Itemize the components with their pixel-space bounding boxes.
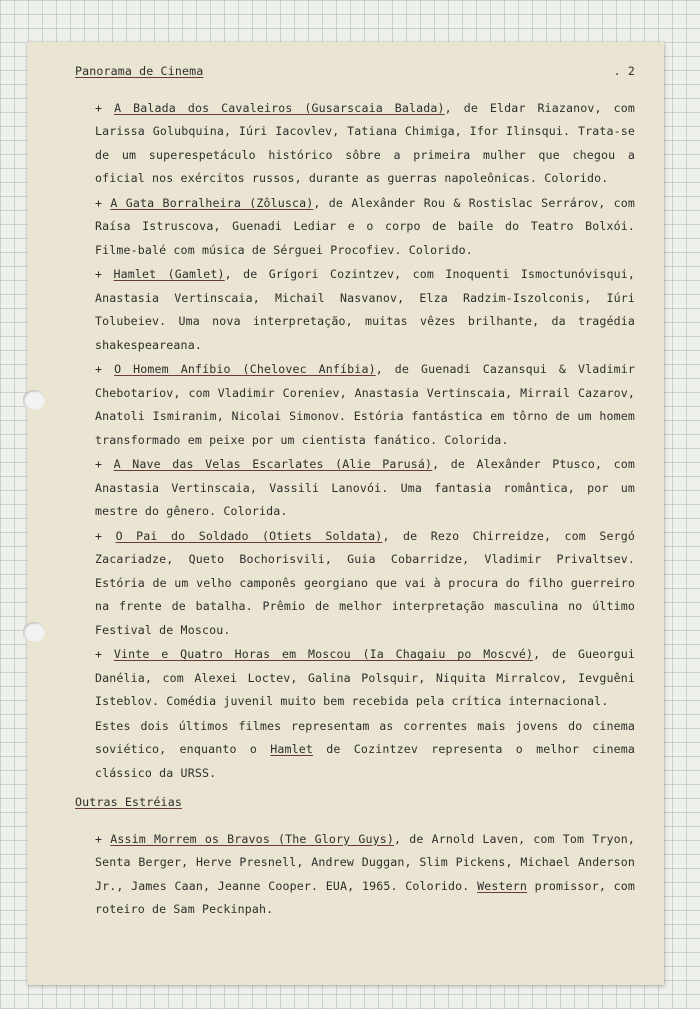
film-description: , de Alexânder Rou & Rostislac Serrárov, com Raísa Istruscova, Guenadi Lediar e o corpo de baile do Teatro Bolxói. Filme-balé com música de Sérguei Procofiev. Colorido. [95, 195, 635, 257]
film-entry [75, 828, 635, 922]
film-description: , de Guenadi Cazansqui & Vladimir Chebotariov, com Vladimir Coreniev, Anastasia Vertinscaia, Mirrail Cazarov, Anatoli Ismiranim, Nicolai Simonov. Estória fantástica em tôrno de um homem transformado em peixe por um cientista fanático. Colorida. [95, 362, 635, 447]
film-description: promissor, com roteiro de Sam Peckinpah. [95, 878, 635, 916]
bullet-marker: + [95, 457, 103, 471]
film-entry [75, 358, 635, 452]
bullet-marker: + [95, 647, 103, 661]
film-title: A Gata Borralheira (Zôlusca) [110, 195, 314, 210]
film-description: , de Gueorgui Danélia, com Alexei Loctev, Galina Polsquir, Niquita Mirralcov, Ievguêni Isteblov. Comédia juvenil muito bem recebida pela crítica internacional. [95, 647, 635, 708]
commentary-emphasis: Hamlet [270, 742, 314, 756]
page-title: Panorama de Cinema [75, 64, 204, 78]
film-description: , de Eldar Riazanov, com Larissa Golubquina, Iúri Iacovlev, Tatiana Chimiga, Ifor Ilinsqui. Trata-se de um superespetáculo histórico sôbre a primeira mulher que chegou a oficial nos exércitos russos, durante as guerras napoleônicas. Colorido. [95, 100, 635, 185]
bullet-marker: + [95, 100, 103, 115]
genre-emphasis: Western [477, 878, 527, 893]
film-title: A Nave das Velas Escarlates (Alie Parusá) [113, 457, 433, 471]
film-description: , de Rezo Chirreidze, com Sergó Zacariadze, Queto Bochorisvili, Guia Cobarridze, Vladimir Privaltsev. Estória de um velho camponês georgiano que vai à procura do filho guerreiro na frente de batalha. Prêmio de melhor interpretação masculina no último Festival de Moscou. [95, 528, 636, 637]
film-entry [75, 525, 635, 643]
film-title: Hamlet (Gamlet) [113, 267, 225, 281]
commentary-text: de Cozintzev representa o melhor cinema clássico da URSS. [95, 742, 635, 780]
film-title: Vinte e Quatro Horas em Moscou (Ia Chagaiu po Moscvé) [113, 647, 534, 661]
film-entry [75, 97, 635, 191]
punch-hole [23, 622, 45, 642]
punch-hole [23, 390, 45, 410]
film-entry [75, 453, 635, 524]
film-title: Assim Morrem os Bravos (The Glory Guys) [110, 831, 395, 846]
film-entry [75, 263, 635, 357]
film-title: O Pai do Soldado (Otiets Soldata) [115, 528, 383, 543]
bullet-marker: + [95, 362, 103, 376]
film-description: , de Alexânder Ptusco, com Anastasia Vertinscaia, Vassili Lanovói. Uma fantasia romântica, por um mestre do gênero. Colorida. [95, 457, 635, 518]
film-entry [75, 192, 635, 263]
film-description: , de Arnold Laven, com Tom Tryon, Senta Berger, Herve Presnell, Andrew Duggan, Slim Pickens, Michael Anderson Jr., James Caan, Jeanne Cooper. EUA, 1965. Colorido. [95, 831, 636, 893]
commentary-paragraph [75, 715, 635, 786]
commentary-text: Estes dois últimos filmes representam as correntes mais jovens do cinema soviético, enquanto o [95, 718, 635, 756]
film-title: A Balada dos Cavaleiros (Gusarscaia Balada) [114, 100, 445, 115]
bullet-marker: + [95, 195, 103, 210]
film-description: , de Grígori Cozintzev, com Inoquenti Ismoctunóvisqui, Anastasia Vertinscaia, Michail Nasvanov, Elza Radzim-Iszolconis, Iúri Tolubeiev. Uma nova interpretação, muitas vêzes brilhante, da tragédia shakespeareana. [95, 267, 635, 352]
film-title: O Homem Anfíbio (Chelovec Anfíbia) [114, 362, 376, 376]
bullet-marker: + [95, 267, 103, 281]
film-entry [75, 643, 635, 714]
section-title: Outras Estréias [75, 795, 182, 809]
section-heading [75, 791, 635, 815]
typewritten-page [27, 42, 664, 985]
bullet-marker: + [95, 528, 103, 543]
page-header [75, 60, 635, 84]
bullet-marker: + [95, 831, 103, 846]
page-body [75, 60, 635, 922]
page-number: . 2 [613, 64, 635, 78]
